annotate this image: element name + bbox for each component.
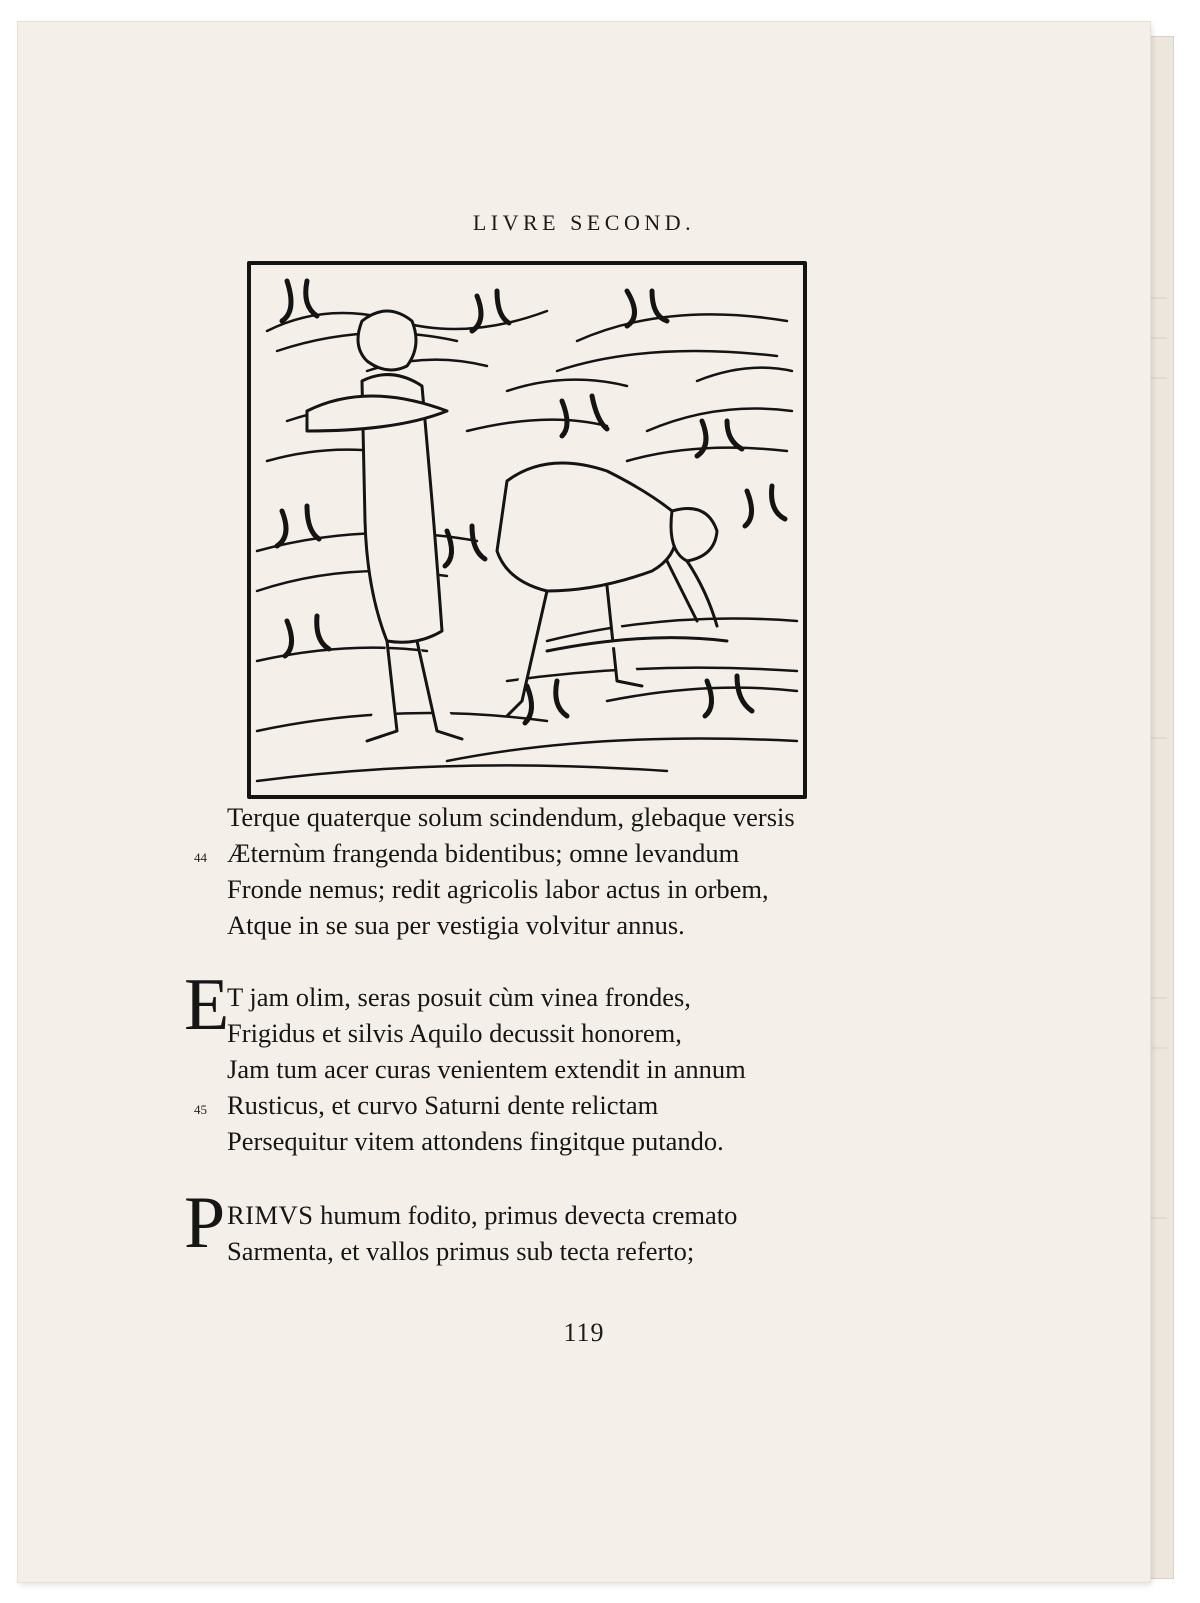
verse-line: Atque in se sua per vestigia volvitur annus. (227, 910, 685, 940)
verse-line: Persequitur vitem attondens fingitque putando. (227, 1126, 724, 1156)
verse-line: Æternùm frangenda bidentibus; omne levandum (227, 838, 740, 868)
verse-line-first (227, 1198, 737, 1234)
page-number: 119 (563, 1318, 605, 1347)
verse-line: Frigidus et silvis Aquilo decussit honorem, (227, 1018, 682, 1048)
verse-line: T jam olim, seras posuit cùm vinea frondes, (227, 982, 691, 1012)
running-head: LIVRE SECOND. (472, 210, 696, 235)
verse-line: Rusticus, et curvo Saturni dente relictam (227, 1090, 659, 1120)
verse-line-rest: humum fodito, primus devecta cremato (313, 1200, 738, 1230)
drop-cap: E (184, 964, 230, 1046)
woodcut-illustration (247, 261, 807, 799)
verse-line: Jam tum acer curas venientem extendit in annum (227, 1054, 746, 1084)
line-number: 45 (194, 1102, 207, 1117)
verse-line: Sarmenta, et vallos primus sub tecta referto; (227, 1236, 695, 1266)
verse-line: Terque quaterque solum scindendum, glebaque versis (227, 802, 795, 832)
line-number: 44 (194, 850, 207, 865)
small-caps-word: RIMVS (227, 1200, 314, 1230)
book-page (18, 22, 1150, 1582)
drop-cap: P (184, 1182, 226, 1264)
verse-line: Fronde nemus; redit agricolis labor actus in orbem, (227, 874, 769, 904)
